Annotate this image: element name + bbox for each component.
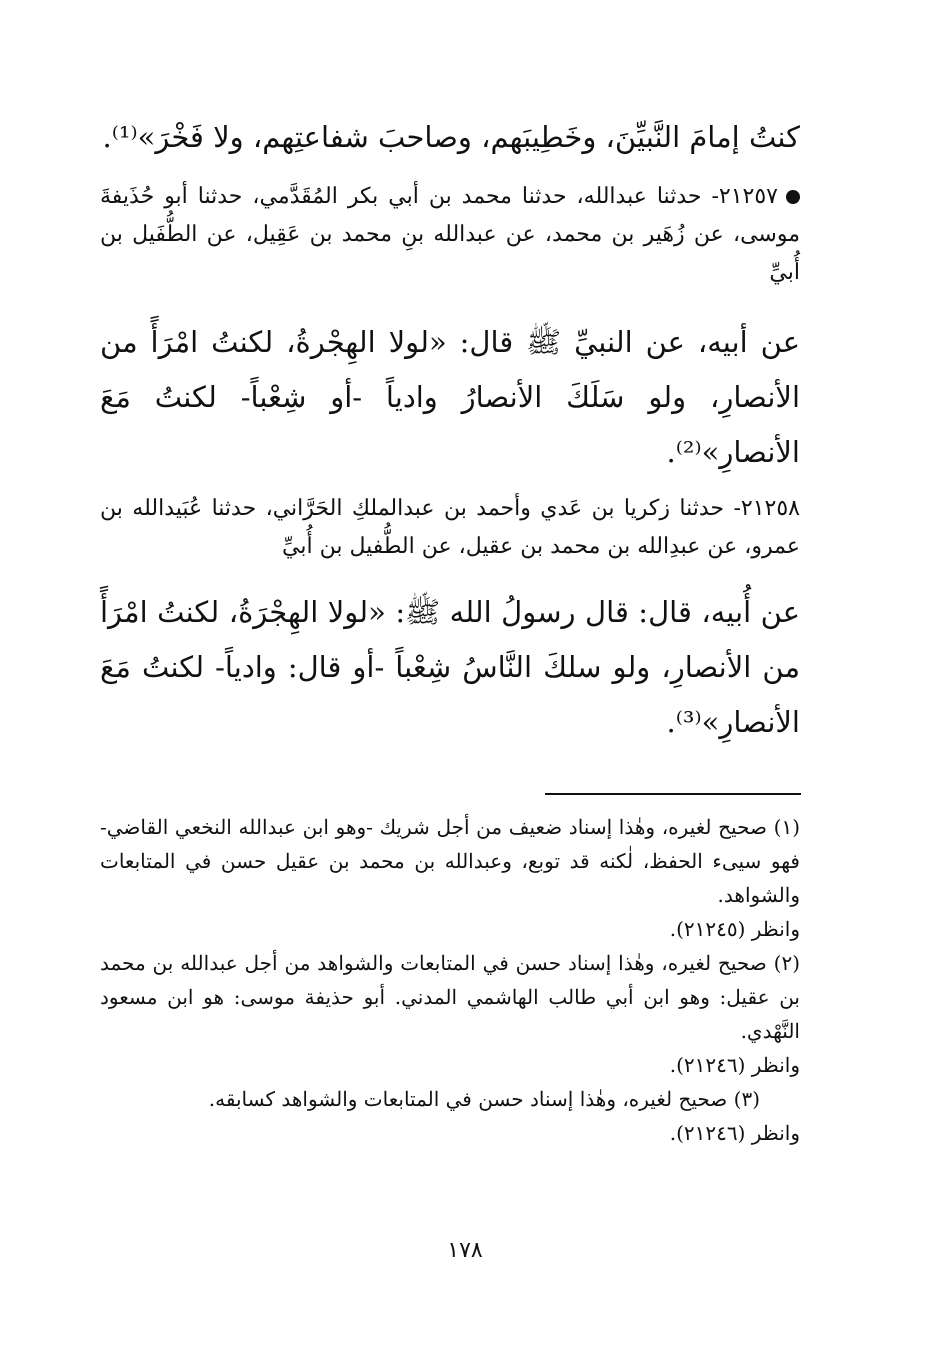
footnote-2-ref: وانظر (٢١٢٤٦). — [669, 1053, 800, 1077]
footnote-3-ref: وانظر (٢١٢٤٦). — [669, 1121, 800, 1145]
hadith-21257-isnad-text: ٢١٢٥٧- حدثنا عبدالله، حدثنا محمد بن أبي بكر المُقَدَّمي، حدثنا أبو حُذَيفةَ موسى، عن زُهَير بن محمد، عن عبدالله بنِ محمد بن عَقِيل، عن الطُّفَيل بن أُبيِّ — [100, 184, 800, 285]
hadith-21257-matn: عن أبيه، عن النبيِّ ﷺ قال: «لولا الهِجْرةُ، لكنتُ امْرَأً من الأنصارِ، ولو سَلَكَ الأنصارُ وادياً -أو شِعْباً- لكنتُ مَعَ الأنصارِ»⁽²⁾. — [100, 325, 800, 469]
page-number: ١٧٨ — [447, 1238, 483, 1263]
hadith-21258-matn: عن أُبيه، قال: قال رسولُ الله ﷺ: «لولا الهِجْرَةُ، لكنتُ امْرَأً من الأنصارِ، ولو سلكَ النَّاسُ شِعْباً -أو قال: وادياً- لكنتُ مَعَ الأنصارِ»⁽³⁾. — [100, 595, 800, 739]
hadith-21257-isnad — [100, 178, 800, 292]
footnote-2: (٢) صحيح لغيره، وهٰذا إسناد حسن في المتابعات والشواهد من أجل عبدالله بن محمد بن عقيل: وهو ابن أبي طالب الهاشمي المدني. أبو حذيفة موسى: هو ابن مسعود النَّهْدي. — [100, 951, 800, 1043]
footnote-3: (٣) صحيح لغيره، وهٰذا إسناد حسن في المتابعات والشواهد كسابقه. — [208, 1087, 760, 1111]
hadith-end-line: كنتُ إمامَ النَّبيِّنَ، وخَطِيبَهم، وصاحبَ شفاعتِهم، ولا فَخْرَ»⁽¹⁾. — [102, 120, 800, 154]
footnotes — [100, 810, 800, 1150]
hadith-21258-isnad: ٢١٢٥٨- حدثنا زكريا بن عَدي وأحمد بن عبدالملكِ الحَرَّاني، حدثنا عُبَيدالله بن عمرو، عن عبدِالله بن محمد بن عقيل، عن الطُّفيل بن أُبيِّ — [100, 496, 800, 559]
footnote-divider — [545, 793, 801, 795]
bullet-icon — [786, 190, 800, 204]
footnote-1: (١) صحيح لغيره، وهٰذا إسناد ضعيف من أجل شريك -وهو ابن عبدالله النخعي القاضي- فهو سيىء الحفظ، لٰكنه قد توبع، وعبدالله بن محمد بن عقيل حسن في المتابعات والشواهد. — [100, 815, 800, 907]
footnote-1-ref: وانظر (٢١٢٤٥). — [669, 917, 800, 941]
